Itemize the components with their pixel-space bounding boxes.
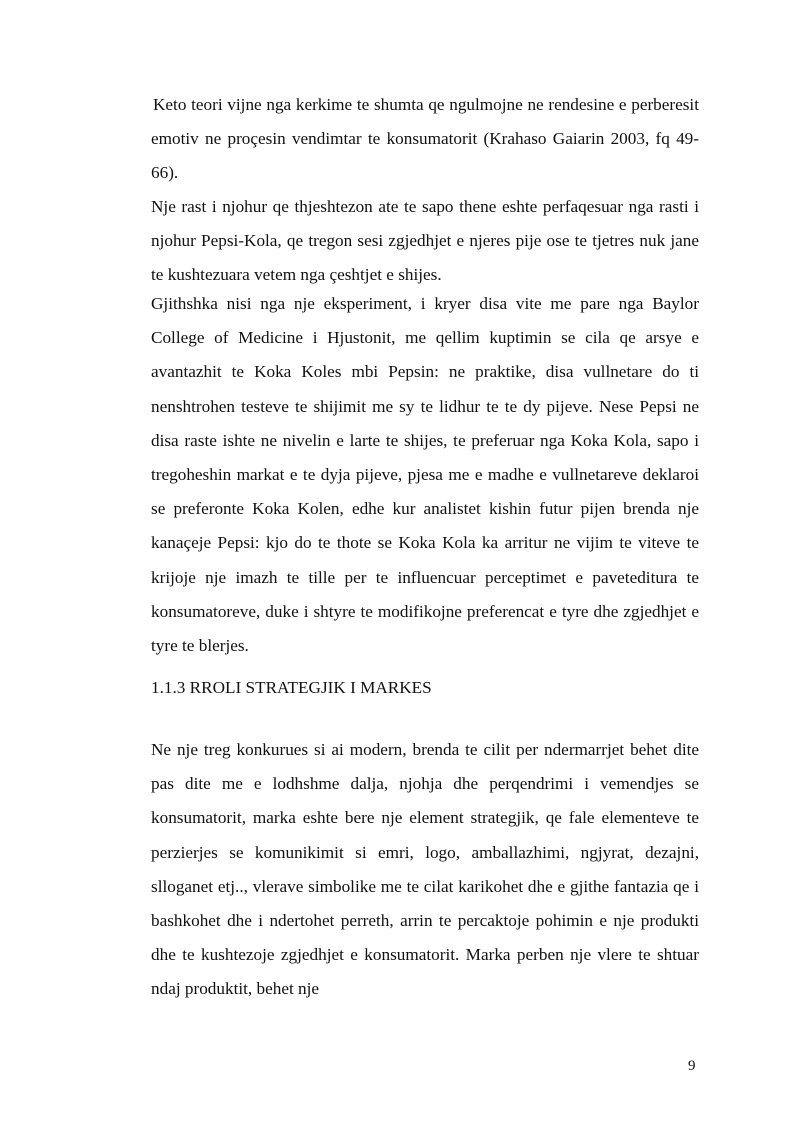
section-heading: 1.1.3 RROLI STRATEGJIK I MARKES	[151, 678, 432, 697]
paragraph-pepsi-cola-case: Nje rast i njohur qe thjeshtezon ate te sapo thene eshte perfaqesuar nga rasti i njohur Pepsi-Kola, qe tregon sesi zgjedhjet e njeres pije ose te tjetres nuk jane te kushtezuara vetem nga çeshtjet e shijes.	[151, 197, 699, 285]
page-number: 9	[688, 1058, 696, 1074]
paragraph-emotional-component: Keto teori vijne nga kerkime te shumta qe ngulmojne ne rendesine e perberesit emotiv ne proçesin vendimtar te konsumatorit (Krahaso Gaiarin 2003, fq 49-66).	[151, 95, 699, 183]
paragraph-experiment: Gjithshka nisi nga nje eksperiment, i kryer disa vite me pare nga Baylor College of Medicine i Hjustonit, me qellim kuptimin se cila qe arsye e avantazhit te Koka Koles mbi Pepsin: ne praktike, disa vullnetare do ti nenshtrohen testeve te shijimit me sy te lidhur te te dy pijeve. Nese Pepsi ne disa raste ishte ne nivelin e larte te shijes, te preferuar nga Koka Kola, sapo i tregoheshin markat e te dyja pijeve, pjesa me e madhe e vullnetareve deklaroi se preferonte Koka Kolen, edhe kur analistet kishin futur pijen brenda nje kanaçeje Pepsi: kjo do te thote se Koka Kola ka arritur ne vijim te viteve te krijoje nje imazh te tille per te influencuar perceptimet e paveteditura te konsumatoreve, duke i shtyre te modifikojne preferencat e tyre dhe zgjedhjet e tyre te blerjes.	[151, 294, 699, 656]
paragraph-strategic-role: Ne nje treg konkurues si ai modern, brenda te cilit per ndermarrjet behet dite pas dite me e lodhshme dalja, njohja dhe perqendrimi i vemendjes se konsumatorit, marka eshte bere nje element strategjik, qe fale elementeve te perzierjes se komunikimit si emri, logo, amballazhimi, ngjyrat, dezajni, slloganet etj.., vlerave simbolike me te cilat karikohet dhe e gjithe fantazia qe i bashkohet dhe i ndertohet perreth, arrin te percaktoje pohimin e nje produkti dhe te kushtezoje zgjedhjet e konsumatorit. Marka perben nje vlere te shtuar ndaj produktit, behet nje	[151, 740, 699, 999]
